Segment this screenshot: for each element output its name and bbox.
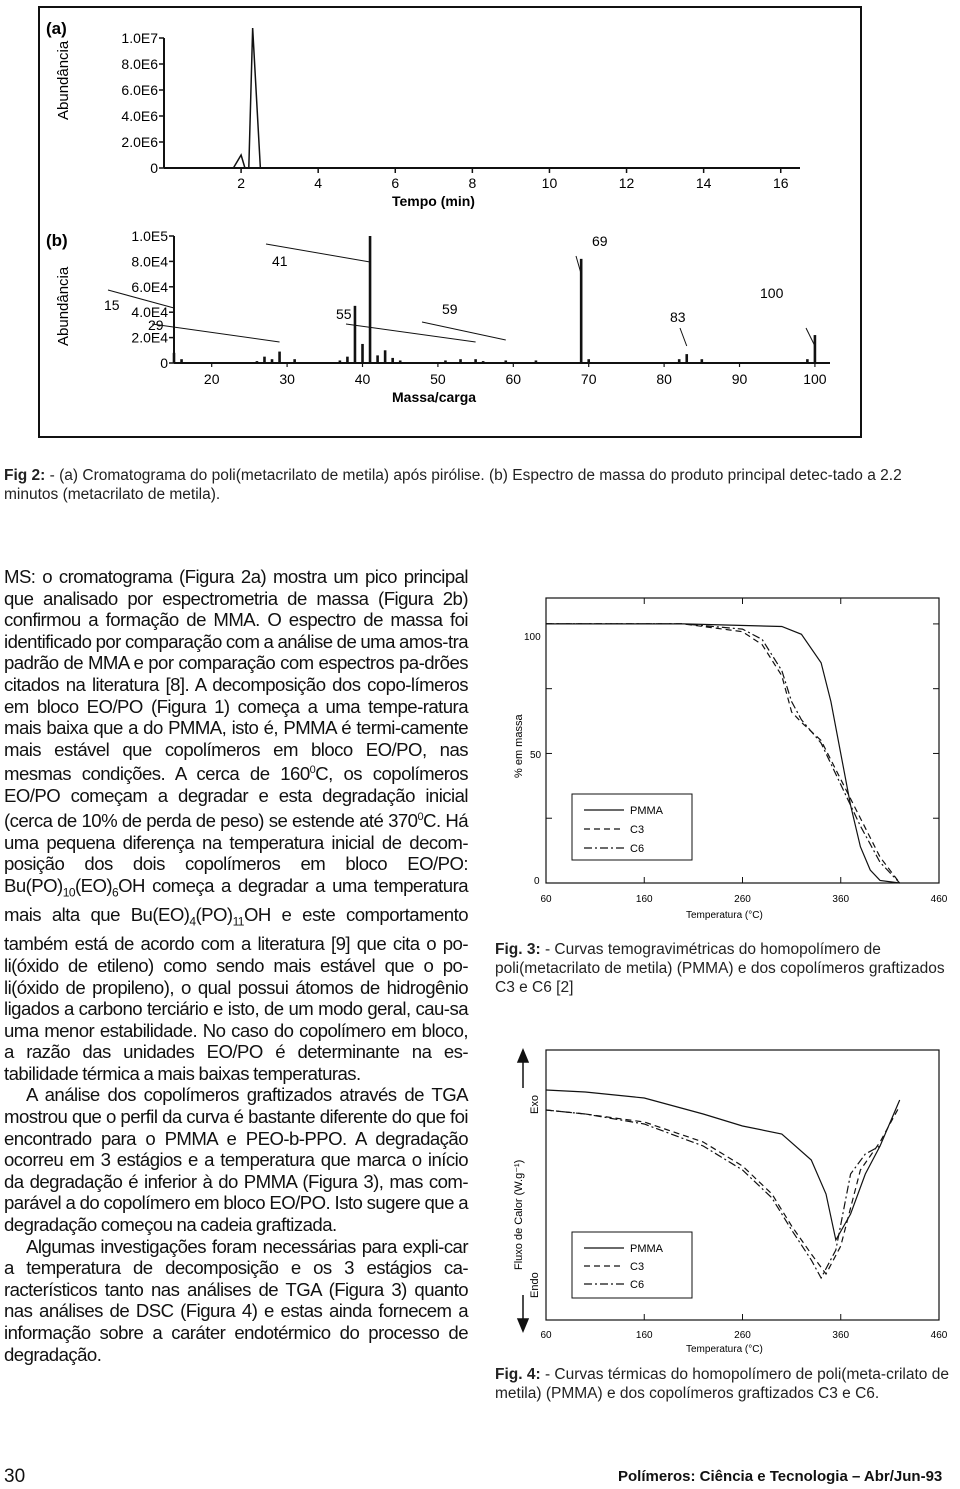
peak-label: 41: [272, 253, 288, 269]
arrow-down-icon: [518, 1319, 528, 1331]
subscript: 6: [112, 885, 119, 900]
mass-spectrum-bar: [399, 360, 402, 363]
mass-spectrum-bar: [806, 359, 809, 363]
figure-2-caption-text: - (a) Cromatograma do poli(metacrilato de metila) após pirólise. (b) Espectro de massa do produto principal detec-tado a 2.2 minutos (metacrilato de metila).: [4, 467, 902, 503]
mass-spectrum-bar: [339, 360, 342, 363]
panel-b-ylabel: Abundância: [55, 266, 72, 346]
mass-spectrum-bar: [474, 359, 477, 363]
panel-b-xtick: 30: [279, 371, 295, 387]
panel-a-ytick: 4.0E6: [121, 108, 158, 124]
mass-spectrum-bar: [580, 259, 583, 363]
figure-4-caption-label: Fig. 4:: [495, 1366, 541, 1383]
chromatogram-line: [164, 28, 800, 168]
panel-b-xtick: 20: [203, 371, 220, 387]
panel-b-xtick: 40: [354, 371, 371, 387]
peak-leader-line: [346, 324, 476, 342]
mass-spectrum-bar: [384, 350, 387, 363]
figure-4-endo-label: Endo: [529, 1272, 541, 1298]
figure-2: [38, 6, 862, 438]
panel-b-ytick: 4.0E4: [131, 304, 168, 321]
paragraph-1-part: C. Há uma pequena diferença na temperatura inicial de decom-posição dos dois copolímeros em bloco EO/PO: Bu(PO): [4, 809, 469, 896]
panel-a-xtick: 14: [695, 175, 712, 191]
mass-spectrum-bar: [376, 355, 379, 363]
mass-spectrum-bar: [173, 353, 176, 363]
figure-3-xtick: 460: [930, 894, 948, 905]
peak-leader-line: [152, 324, 280, 342]
panel-b-xtick: 100: [803, 371, 827, 387]
panel-a-xtick: 10: [541, 175, 558, 191]
figure-3-ylabel: % em massa: [513, 714, 525, 778]
figure-3-xtick: 260: [734, 894, 751, 905]
page-number: 30: [4, 1466, 26, 1487]
paragraph-1-part: MS: o cromatograma (Figura 2a) mostra um pico principal que analisado por espectrometria de massa (Figura 2b) confirmou a formação de MMA. O espectro de massa foi identificado por comparação com a análise de uma amos-tra padrão de MMA e por comparação com espectros pa-drões citados na literatura [8]. A decomposição dos copo-límeros em bloco EO/PO (Figura 1) começa a uma tempe-ratura mais baixa que a do PMMA, isto é, PMMA é termi-camente mais estável que copolímeros em bloco EO/PO, nas mesmas condições. A cerca de 160: [4, 566, 468, 785]
mass-spectrum-bar: [587, 359, 590, 363]
mass-spectrum-bar: [278, 352, 281, 363]
mass-spectrum-bar: [535, 360, 538, 363]
panel-b-xtick: 60: [505, 371, 522, 387]
mass-spectrum-bar: [482, 361, 485, 363]
mass-spectrum-bar: [346, 357, 349, 363]
paragraph-1: [4, 566, 468, 1084]
paragraph-1-part: OH e este comportamento também está de acordo com a literatura [9] que cita o po-li(óxido de etileno) como sendo mais estável que o po-li(óxido de propileno), o qual possui átomos de hidrogênio ligados a carbono terciário e isto, de um modo geral, cau-sa uma menor estabilidade. No caso do copolímero em bloco, a razão das unidades EO/PO é determinante na es-tabilidade térmica a mais baixas temperaturas.: [4, 904, 468, 1084]
mass-spectrum-bar: [263, 357, 266, 363]
panel-a-ylabel: Abundância: [55, 40, 72, 120]
panel-b-ytick: 0: [160, 355, 168, 371]
figure-2-caption-label: Fig 2:: [4, 467, 46, 484]
figure-4-legend-c6: C6: [630, 1279, 645, 1291]
mass-spectrum-bar: [391, 358, 394, 363]
figure-4-exo-label: Exo: [529, 1095, 541, 1114]
subscript: 4: [189, 914, 196, 929]
arrow-up-icon: [518, 1050, 528, 1062]
panel-a-label: (a): [46, 19, 67, 38]
figure-3-caption-text: - Curvas temogravimétricas do homopolímero de poli(metacrilato de metila) (PMMA) e dos copolímeros graftizados C3 e C6 [2]: [495, 941, 945, 996]
mass-spectrum-bar: [444, 360, 447, 363]
paragraph-1-part: C, os copolímeros EO/PO começam a degradar e esta degradação inicial (cerca de 10% de perda de peso) se estende até 370: [4, 763, 468, 831]
panel-b-ytick: 6.0E4: [131, 278, 168, 295]
figure-3-chart: [496, 588, 960, 924]
panel-b-xlabel: Massa/carga: [392, 389, 477, 405]
figure-2-caption: [4, 466, 956, 504]
panel-a-xlabel: Tempo (min): [392, 193, 475, 209]
panel-a-xtick: 8: [468, 175, 477, 191]
paragraph-3: Algumas investigações foram necessárias para expli-car a temperatura de decomposição e os 3 estágios ca-racterísticos tanto nas análises de TGA (Figura 3) quanto nas análises de DSC (Figura 4) e estas ainda fornecem a informação sobre a caráter endotérmico do processo de degradação.: [4, 1235, 468, 1365]
figure-3-ytick-0: 0: [534, 876, 540, 887]
figure-4-xtick: 60: [540, 1330, 552, 1341]
panel-a-xtick: 16: [772, 175, 789, 191]
mass-spectrum-bar: [701, 359, 704, 363]
mass-spectrum-bar: [361, 344, 364, 363]
paragraph-1-part: (EO): [74, 874, 113, 896]
mass-spectrum-bar: [685, 354, 688, 363]
journal-footer: Polímeros: Ciência e Tecnologia – Abr/Jun-93: [618, 1468, 943, 1485]
figure-3-legend-c3: C3: [630, 824, 645, 836]
mass-spectrum-bar: [271, 359, 274, 363]
mass-spectrum-bar: [814, 335, 817, 363]
figure-4-xtick: 360: [832, 1330, 850, 1341]
figure-4-caption-text: - Curvas térmicas do homopolímero de poli(meta-crilato de metila) (PMMA) e dos copolímeros graftizados C3 e C6.: [495, 1366, 949, 1402]
figure-2-chart: [40, 8, 860, 436]
panel-b-xtick: 50: [430, 371, 446, 387]
figure-4-chart: [496, 1040, 960, 1358]
figure-3-xlabel: Temperatura (°C): [686, 910, 763, 921]
peak-leader-line: [422, 322, 506, 340]
figure-4-xtick: 160: [635, 1330, 653, 1341]
figure-4-caption: [495, 1365, 959, 1403]
figure-3-xtick: 160: [635, 894, 653, 905]
figure-3-legend-c6: C6: [630, 843, 645, 855]
figure-4-ylabel: Fluxo de Calor (W.g⁻¹): [513, 1159, 525, 1270]
mass-spectrum-bar: [256, 361, 259, 363]
figure-4-xlabel: Temperatura (°C): [686, 1344, 763, 1355]
figure-4-xtick: 260: [734, 1330, 751, 1341]
subscript: 11: [232, 914, 244, 929]
panel-a-ytick: 6.0E6: [121, 82, 158, 98]
figure-3-xtick: 60: [540, 894, 552, 905]
peak-leader-line: [680, 328, 687, 346]
panel-a-ytick: 1.0E7: [121, 30, 158, 46]
degree-mark: 0: [417, 810, 424, 823]
panel-a-ytick: 0: [150, 160, 158, 176]
peak-label: 29: [148, 317, 164, 333]
figure-4-legend-pmma: PMMA: [630, 1243, 663, 1255]
figure-3-caption: [495, 940, 959, 997]
panel-b-xtick: 80: [656, 371, 672, 387]
figure-3-ytick-100: 100: [524, 632, 541, 643]
figure-4-legend-c3: C3: [630, 1261, 645, 1273]
paragraph-2: A análise dos copolímeros graftizados através de TGA mostrou que o perfil da curva é bastante diferente do que foi encontrado para o PMMA e PEO-b-PPO. A degradação ocorreu em 3 estágios e a temperatura que marca o início da degradação é inferior à do PMMA (Figura 3), mas com-parável a do copolímero em bloco EO/PO. Isto sugere que a degradação começou na cadeia graftizada.: [4, 1084, 468, 1236]
panel-b-ytick: 2.0E4: [131, 329, 168, 346]
panel-b-xtick: 70: [580, 371, 597, 387]
mass-spectrum-bar: [678, 359, 681, 363]
figure-3-legend-pmma: PMMA: [630, 805, 663, 817]
paragraph-1-part: (PO): [195, 904, 233, 925]
panel-a-xtick: 2: [237, 175, 245, 191]
subscript: 10: [62, 885, 75, 900]
degree-mark: 0: [309, 764, 316, 777]
peak-label: 69: [592, 233, 608, 249]
paragraph-1-part: OH começa a degradar a uma temperatura mais alta que Bu(EO): [4, 874, 468, 925]
panel-b-label: (b): [46, 231, 68, 250]
mass-spectrum-bar: [180, 359, 183, 363]
mass-spectrum-bar: [369, 236, 372, 363]
panel-a-xtick: 6: [391, 175, 400, 191]
panel-a-xtick: 4: [314, 175, 323, 191]
panel-b-ytick: 8.0E4: [131, 253, 168, 270]
figure-3-caption-label: Fig. 3:: [495, 941, 541, 958]
panel-b-ytick: 1.0E5: [131, 228, 168, 244]
peak-label: 55: [336, 306, 352, 322]
figure-3-xtick: 360: [832, 894, 850, 905]
figure-4-xtick: 460: [930, 1330, 948, 1341]
peak-label: 83: [670, 309, 686, 325]
body-text: [4, 566, 468, 1365]
panel-a-ytick: 8.0E6: [121, 56, 158, 72]
dsc-curve-pmma: [546, 1090, 900, 1240]
mass-spectrum-bar: [293, 359, 296, 363]
mass-spectrum-bar: [504, 360, 507, 363]
mass-spectrum-bar: [459, 359, 462, 363]
figure-3-ytick-50: 50: [530, 750, 542, 761]
peak-label: 100: [760, 285, 784, 301]
panel-b-xtick: 90: [731, 371, 748, 387]
mass-spectrum-bar: [354, 306, 357, 363]
peak-label: 59: [442, 301, 458, 317]
peak-leader-line: [806, 328, 815, 346]
panel-a-ytick: 2.0E6: [121, 134, 158, 150]
peak-label: 15: [104, 297, 120, 313]
panel-a-xtick: 12: [618, 175, 635, 191]
